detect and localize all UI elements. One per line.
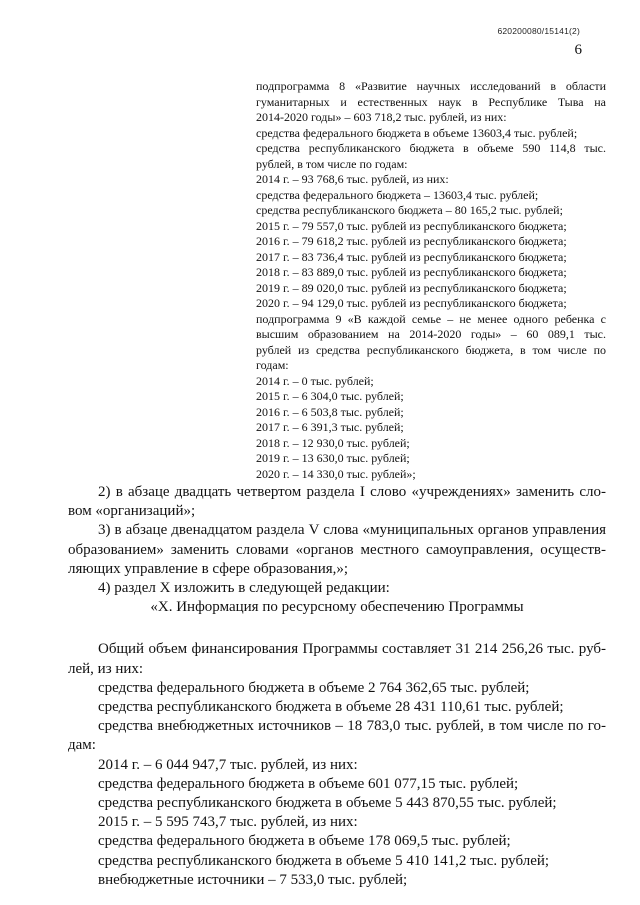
subprogram-block — [256, 79, 606, 482]
main-text — [68, 483, 606, 890]
financing-line: средства республиканского бюджета в объеме 28 431 110,61 тыс. рублей; — [98, 699, 564, 716]
financing-line: 2015 г. – 5 595 743,7 тыс. рублей, из них: — [98, 814, 358, 831]
text-line: 2016 г. – 6 503,8 тыс. рублей; — [256, 404, 404, 419]
text-line: 2017 г. – 6 391,3 тыс. рублей; — [256, 420, 404, 434]
financing-line: средства внебюджетных источников – 18 783,0 тыс. рублей, в том числе по го- — [98, 718, 606, 735]
text-line: 2015 г. – 79 557,0 тыс. рублей из республиканского бюджета; — [256, 218, 567, 233]
text-line: 2018 г. – 83 889,0 тыс. рублей из республиканского бюджета; — [256, 265, 567, 279]
text-line: 2019 г. – 13 630,0 тыс. рублей; — [256, 451, 410, 465]
text-line: 2014 г. – 93 768,6 тыс. рублей, из них: — [256, 172, 449, 186]
text-line: средства республиканского бюджета в объеме 590 114,8 тыс. — [256, 141, 606, 155]
amendment-line: ляющих управление в сфере образования,»; — [68, 560, 349, 577]
amendment-line: 4) раздел X изложить в следующей редакции: — [98, 580, 390, 597]
amendment-line: образованием» заменить словами «органов местного самоуправления, осуществ- — [68, 541, 606, 558]
financing-line: средства федерального бюджета в объеме 2 764 362,65 тыс. рублей; — [98, 679, 530, 696]
text-line: 2018 г. – 12 930,0 тыс. рублей; — [256, 435, 410, 450]
text-line: рублей из средства республиканского бюджета, в том числе по — [256, 342, 606, 357]
financing-line: 2014 г. – 6 044 947,7 тыс. рублей, из них: — [98, 756, 358, 773]
text-line: подпрограмма 9 «В каждой семье – не менее одного ребенка с — [256, 311, 606, 326]
text-line: гуманитарных и естественных наук в Республике Тыва на — [256, 94, 606, 109]
text-line: подпрограмма 8 «Развитие научных исследований в области — [256, 79, 606, 93]
text-line: годам: — [256, 358, 289, 372]
amendment-line: 3) в абзаце двенадцатом раздела V слова «муниципальных органов управления — [98, 522, 606, 539]
text-line: 2016 г. – 79 618,2 тыс. рублей из республиканского бюджета; — [256, 234, 567, 248]
text-line: 2019 г. – 89 020,0 тыс. рублей из республиканского бюджета; — [256, 280, 567, 295]
financing-paragraph — [68, 640, 606, 890]
financing-line: средства федерального бюджета в объеме 601 077,15 тыс. рублей; — [98, 775, 519, 792]
text-line: 2017 г. – 83 736,4 тыс. рублей из республиканского бюджета; — [256, 249, 567, 264]
financing-line: дам: — [68, 737, 96, 754]
text-line: 2020 г. – 14 330,0 тыс. рублей»; — [256, 466, 416, 481]
amendments-list — [68, 483, 606, 598]
text-line: средства федерального бюджета – 13603,4 тыс. рублей; — [256, 187, 539, 202]
text-line: 2015 г. – 6 304,0 тыс. рублей; — [256, 389, 404, 403]
text-line: 2014 г. – 0 тыс. рублей; — [256, 373, 374, 388]
text-line: средства республиканского бюджета – 80 165,2 тыс. рублей; — [256, 203, 563, 217]
text-line: 2014-2020 годы» – 603 718,2 тыс. рублей, из них: — [256, 110, 507, 124]
text-line: рублей, в том числе по годам: — [256, 156, 408, 171]
amendment-line: вом «организаций»; — [68, 503, 196, 520]
financing-line: средства республиканского бюджета в объеме 5 443 870,55 тыс. рублей; — [98, 795, 557, 812]
paragraph-gap — [68, 617, 606, 640]
section-heading: «X. Информация по ресурсному обеспечению Программы — [150, 599, 524, 616]
text-line: 2020 г. – 94 129,0 тыс. рублей из республиканского бюджета; — [256, 296, 567, 310]
financing-line: лей, из них: — [68, 660, 144, 677]
text-line: высшим образованием на 2014-2020 годы» – 60 089,1 тыс. — [256, 327, 606, 341]
text-line: средства федерального бюджета в объеме 13603,4 тыс. рублей; — [256, 125, 578, 140]
financing-line: средства республиканского бюджета в объеме 5 410 141,2 тыс. рублей; — [98, 852, 550, 869]
document-id: 620200080/15141(2) — [497, 26, 580, 36]
financing-line: средства федерального бюджета в объеме 178 069,5 тыс. рублей; — [98, 833, 511, 850]
amendment-line: 2) в абзаце двадцать четвертом раздела I слово «учреждениях» заменить сло- — [98, 484, 606, 500]
financing-line: Общий объем финансирования Программы составляет 31 214 256,26 тыс. руб- — [98, 641, 606, 658]
financing-line: внебюджетные источники – 7 533,0 тыс. рублей; — [98, 871, 408, 888]
page-number: 6 — [574, 42, 582, 58]
